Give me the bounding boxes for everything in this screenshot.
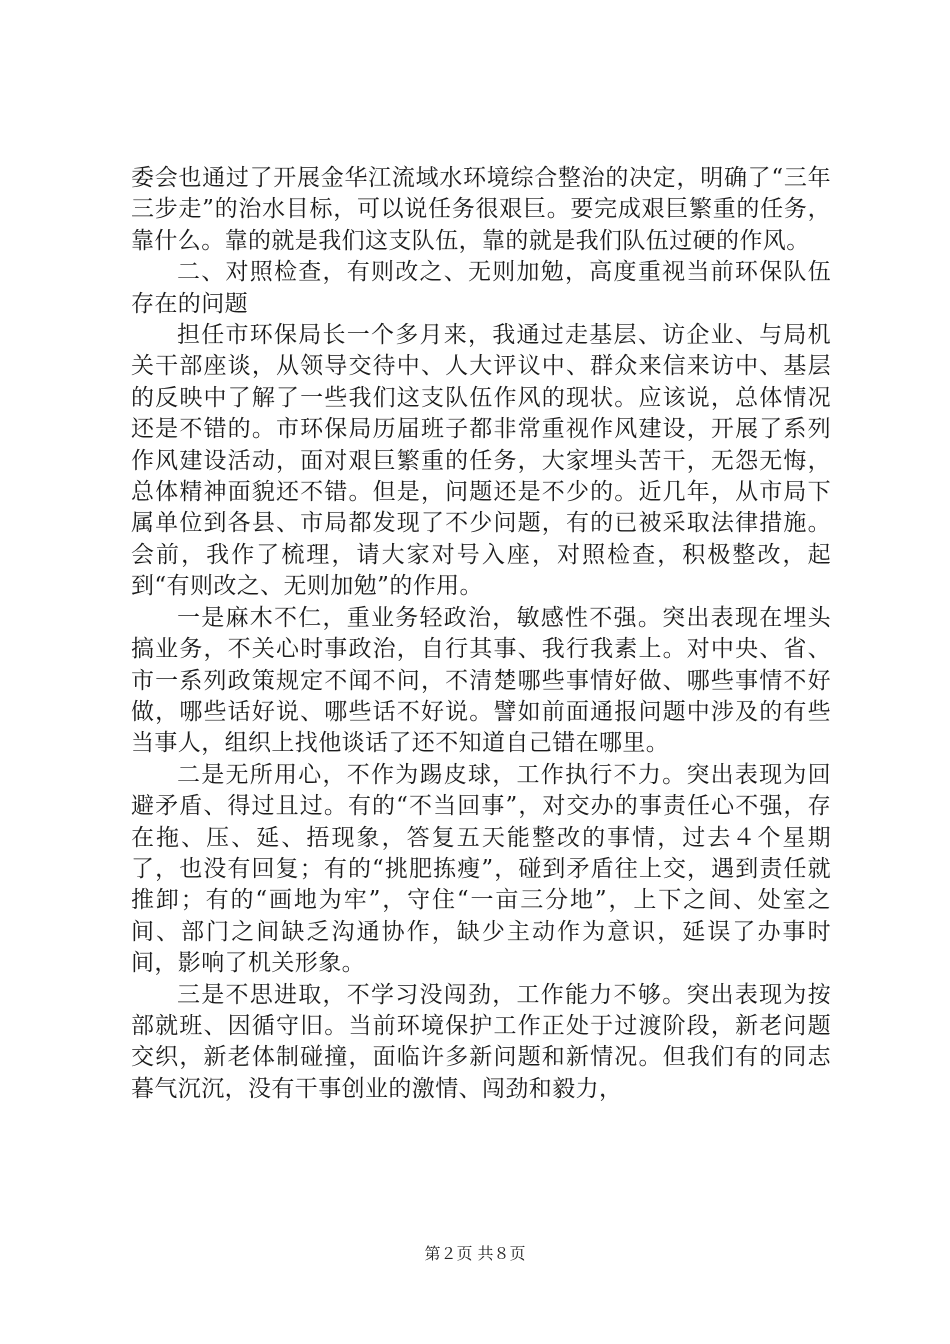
paragraph-3: 担任市环保局长一个多月来，我通过走基层、访企业、与局机关干部座谈，从领导交待中、人大评议中、群众来信来访中、基层的反映中了解了一些我们这支队伍作风的现状。应该说，总体情况还是不错的。市环保局历届班子都非常重视作风建设，开展了系列作风建设活动，面对艰巨繁重的任务，大家埋头苦干，无怨无悔，总体精神面貌还不错。但是，问题还是不少的。近几年，从市局下属单位到各县、市局都发现了不少问题，有的已被采取法律措施。会前，我作了梳理，请大家对号入座，对照检查，积极整改，起到“有则改之、无则加勉”的作用。: [131, 322, 831, 600]
document-body: [131, 163, 831, 1105]
paragraph-1: 委会也通过了开展金华江流域水环境综合整治的决定，明确了“三年三步走”的治水目标，可以说任务很艰巨。要完成艰巨繁重的任务，靠什么。靠的就是我们这支队伍，靠的就是我们队伍过硬的作风。: [131, 165, 831, 254]
paragraph-4: 一是麻木不仁，重业务轻政治，敏感性不强。突出表现在埋头搞业务，不关心时事政治，自行其事、我行我素上。对中央、省、市一系列政策规定不闻不问，不清楚哪些事情好做、哪些事情不好做，哪些话好说、哪些话不好说。譬如前面通报问题中涉及的有些当事人，组织上找他谈话了还不知道自己错在哪里。: [131, 604, 831, 757]
section-heading-2: 二、对照检查，有则改之、无则加勉，高度重视当前环保队伍存在的问题: [131, 259, 831, 317]
page-number-footer: 第２页 共８页: [424, 1244, 526, 1263]
paragraph-6: 三是不思进取，不学习没闯劲，工作能力不够。突出表现为按部就班、因循守旧。当前环境保护工作正处于过渡阶段，新老问题交织，新老体制碰撞，面临许多新问题和新情况。但我们有的同志暮气沉沉，没有干事创业的激情、闯劲和毅力，: [131, 981, 831, 1102]
paragraph-5: 二是无所用心，不作为踢皮球，工作执行不力。突出表现为回避矛盾、得过且过。有的“不当回事”，对交办的事责任心不强，存在拖、压、延、捂现象，答复五天能整改的事情，过去４个星期了，也没有回复；有的“挑肥拣瘦”，碰到矛盾往上交，遇到责任就推卸；有的“画地为牢”，守住“一亩三分地”，上下之间、处室之间、部门之间缺乏沟通协作，缺少主动作为意识，延误了办事时间，影响了机关形象。: [131, 761, 831, 977]
